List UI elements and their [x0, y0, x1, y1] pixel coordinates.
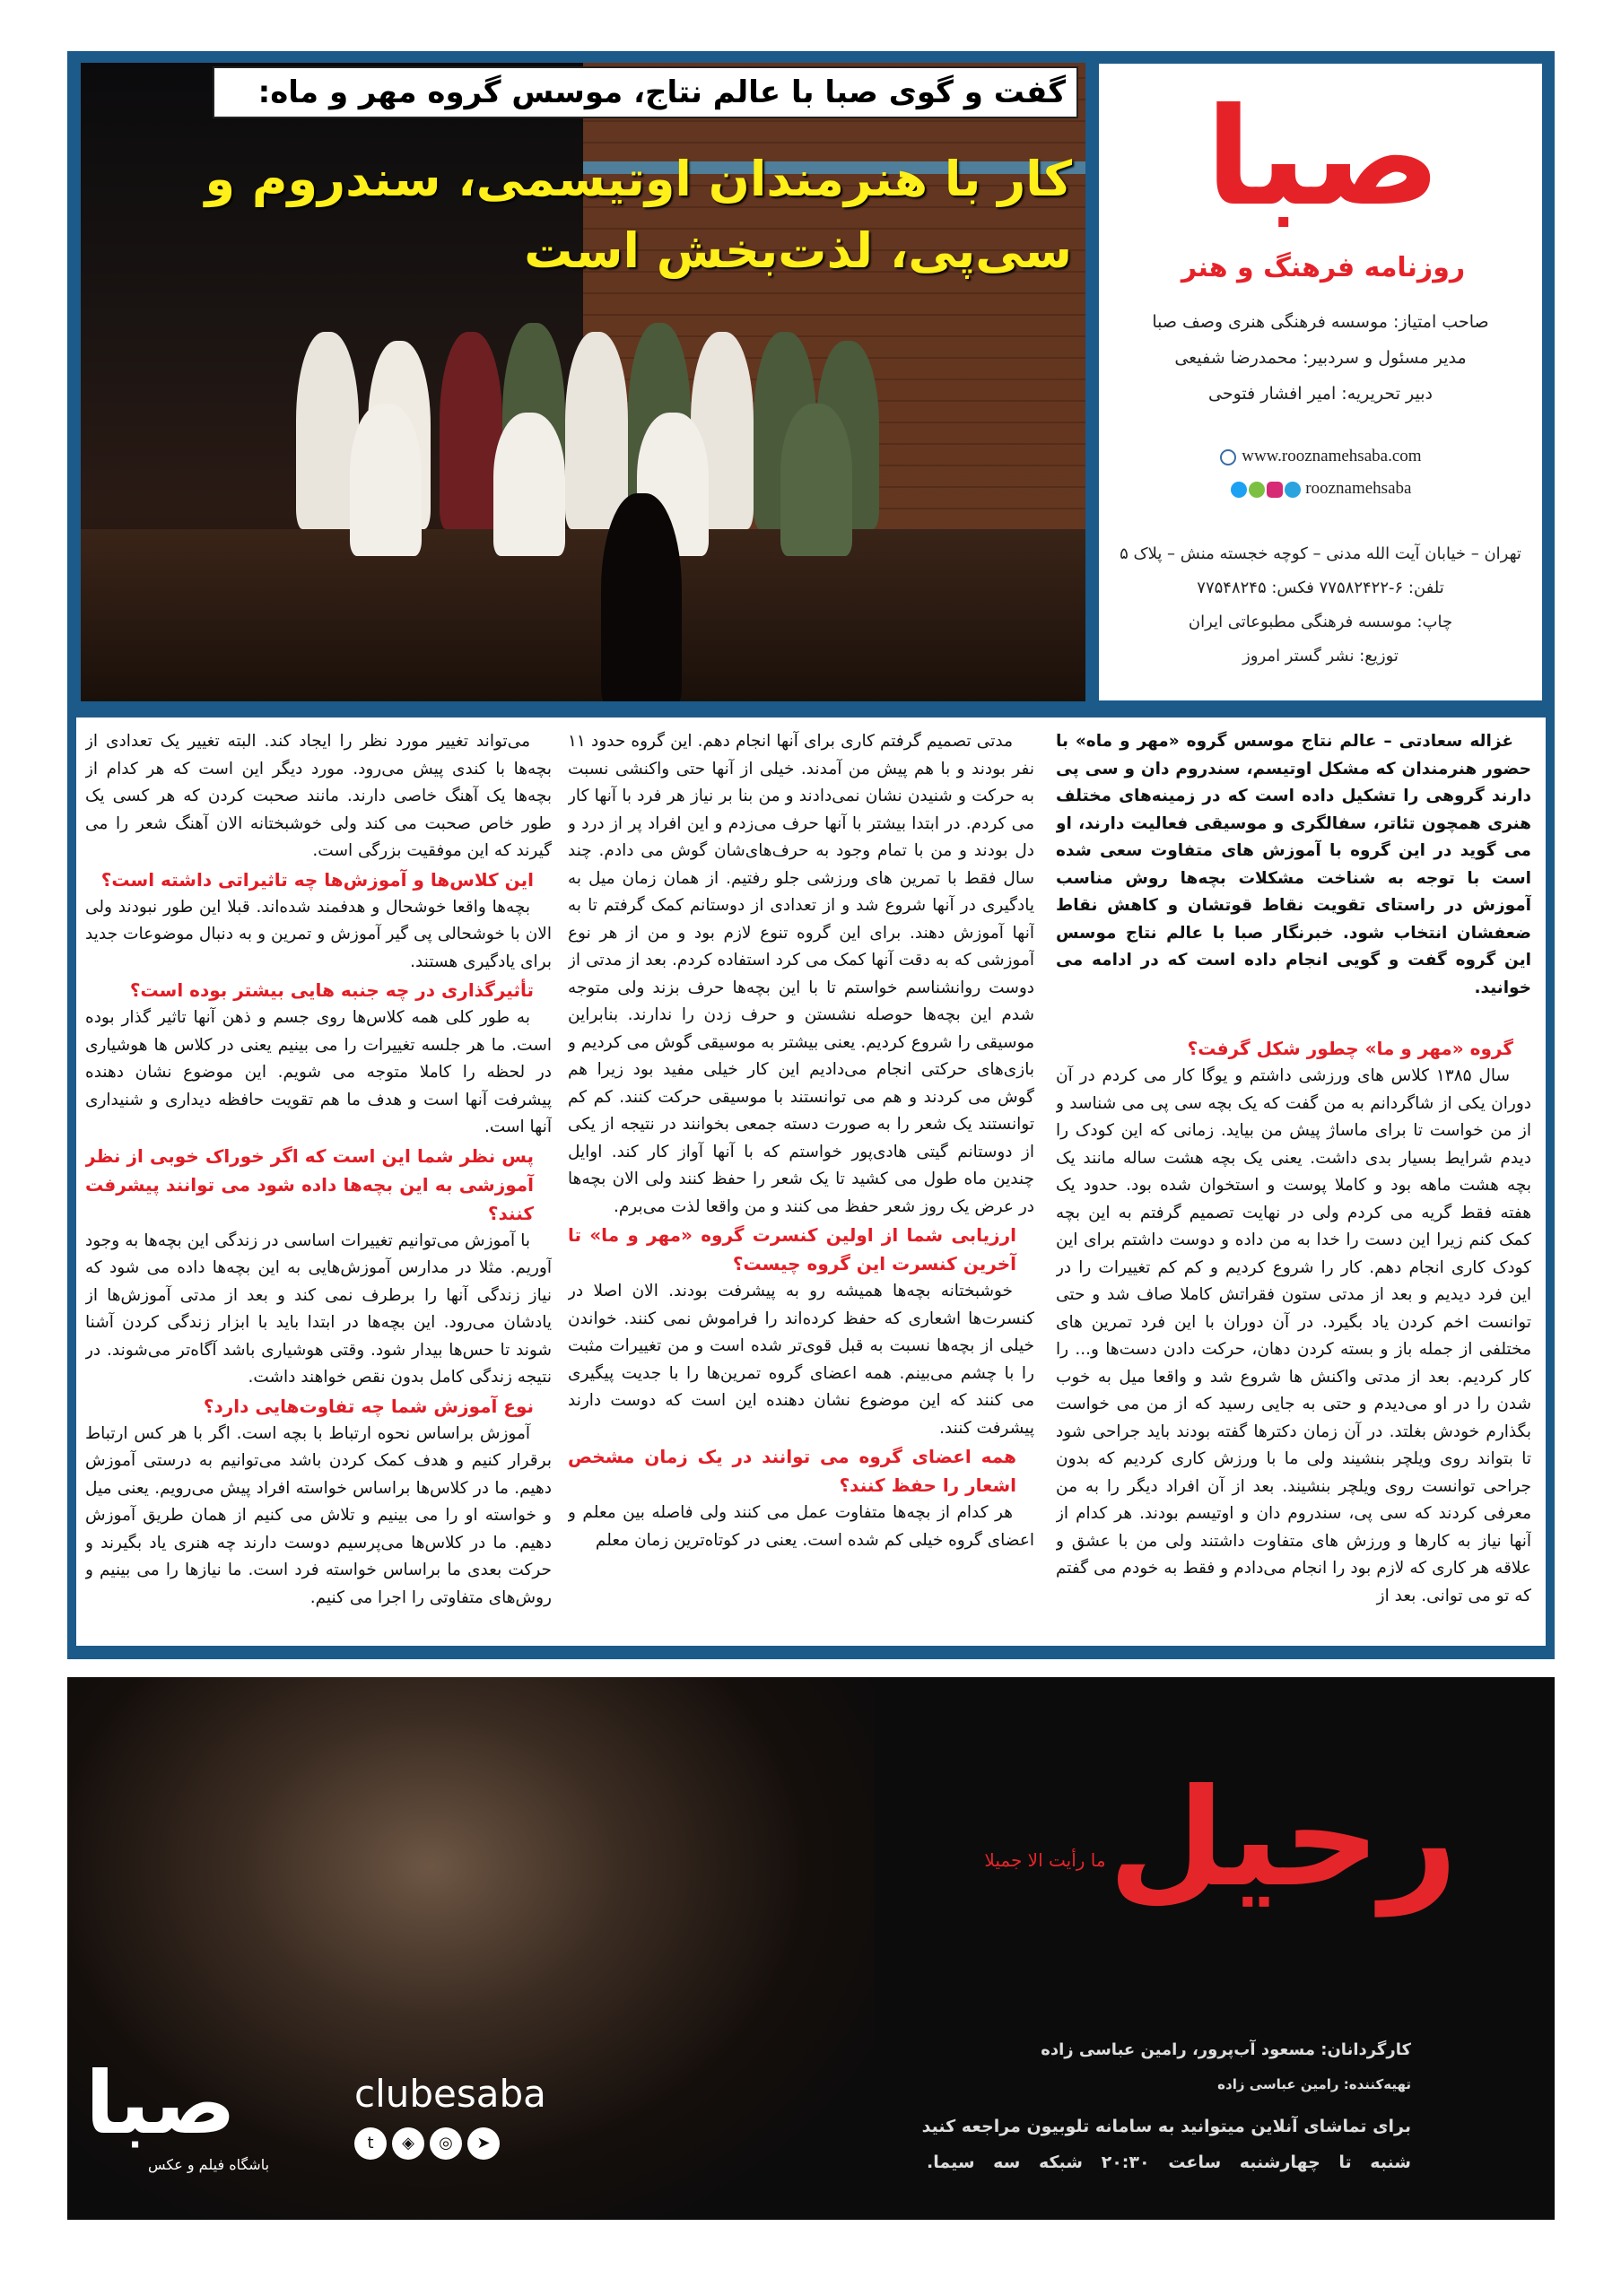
saba-logo	[1135, 80, 1512, 283]
series-tagline: ما رأیت الا جمیلا	[984, 1849, 1106, 1871]
choir-member	[780, 404, 852, 556]
answer-paragraph: مدتی تصمیم گرفتم کاری برای آنها انجام دهم. این گروه حدود ۱۱ نفر بودند و با هم پیش من آمدند. خیلی از آنها حتی واکنشی نسبت به حرکت و شنیدن نشان نمی‌دادند و من بنا بر نیاز هر فرد با آنها کار می کردم. در ابتدا بیشتر با آنها حرف می‌زدم و این افراد پر از درد و دل بودند و من با تمام وجود به حرف‌های‌شان گوش می دادم. چند سال فقط با تمرین های ورزشی جلو رفتیم. از همان زمان میل به یادگیری در آنها شروع شد و از تعدادی از دوستانم کمک گرفتم تا به آنها آموزش دهند. برای این گروه تنوع لازم بود و من از هر نوع آموزشی که به دقت آنها کمک می کرد استفاده کردم. بعد از مدتی از دوست روانشناسم خواستم تا با این بچه‌ها حرف بزند ولی متوجه شدم این بچه‌ها حوصله نشستن و حرف زدن را ندارند. بنابراین موسیقی را شروع کردیم. یعنی بیشتر به موسیقی گوش می کردیم و بازی‌های حرکتی انجام می‌دادیم این کار خیلی مفید بود زیرا هم گوش می کردند و هم می توانستند با موسیقی حرکت کنند. کم کم توانستند یک شعر را به صورت دسته جمعی بخوانند در نتیجه از یکی از دوستانم گیتی هادی‌پور خواستم که با آنها آواز کار کند. اوایل چندین ماه طول می کشید تا یک شعر را حفظ کنند ولی الان بچه‌ها در عرض یک روز شعر حفظ می کنند و من واقعا لذت می‌برم.	[568, 732, 1034, 1216]
broadcast-schedule: شنبه تا چهارشنبه ساعت ۲۰:۳۰ شبکه سه سیما.	[927, 2152, 1411, 2172]
answer-paragraph: هر کدام از بچه‌ها متفاوت عمل می کنند ولی فاصله بین معلم و اعضای گروه خیلی کم شده است. یعنی در کوتاه‌ترین زمان معلم	[568, 1503, 1034, 1550]
series-title-logo: رحیل	[1108, 1761, 1458, 1917]
article-body	[76, 718, 1546, 1646]
social-handle: rooznamehsaba	[1305, 479, 1412, 498]
question-heading: ارزیابی شما از اولین کنسرت گروه «مهر و ما» تا آخرین کنسرت این گروه چیست؟	[568, 1224, 1016, 1274]
producer: تهیه‌کننده: رامین عباسی زاده	[1217, 2076, 1411, 2092]
telegram-icon[interactable]: ➤	[467, 2127, 500, 2160]
question-heading: همه اعضای گروه می توانند در یک زمان مشخص اشعار را حفظ کنند؟	[568, 1446, 1016, 1496]
column-1	[1056, 728, 1531, 1639]
twitter-icon[interactable]	[1231, 482, 1247, 498]
answer-paragraph: با آموزش می‌توانیم تغییرات اساسی در زندگی این بچه‌ها به وجود آوریم. مثلا در مدارس آموزش‌هایی به این بچه‌ها داده می شود که نیاز زندگی آنها را برطرف نمی کند و بعد از مدتی آموزش‌ها از یادشان می‌رود. این بچه‌ها در ابتدا باید با ابزار زندگی کردن آشنا شوند تا حس‌ها بیدار شود. وقتی هوشیاری باشد آگاه‌تر می‌شوند. در نتیجه زندگی کامل بدون نقص خواهند داشت.	[85, 1231, 552, 1387]
masthead-contact	[1099, 537, 1542, 674]
choir-member	[493, 413, 565, 556]
masthead	[1096, 61, 1545, 703]
telegram-icon[interactable]	[1285, 482, 1301, 498]
club-social-icons	[354, 2127, 505, 2160]
column-3	[85, 728, 552, 1639]
owner: صاحب امتیاز: موسسه فرهنگی هنری وصف صبا	[1152, 312, 1489, 332]
aparat-icon[interactable]	[1249, 482, 1265, 498]
article-lead: غزاله سعادتی – عالم نتاج موسس گروه «مهر و ماه» با حضور هنرمندان که مشکل اوتیسم، سندروم دان و سی پی دارند گروهی را تشکیل داده است که در زمینه‌های مختلف هنری همچون تئاتر، سفالگری و موسیقی فعالیت دارند، او می گوید در این گروه با آموزش های متفاوت سعی شده است با توجه به شناخت مشکلات بچه‌ها روش مناسب آموزش در راستای تقویت نقاط قوتشان و کاهش نقاط ضعفشان انتخاب شود. خبرنگار صبا با عالم نتاج موسس این گروه گفت و گویی انجام داده است که در ادامه می خوانید.	[1056, 732, 1531, 997]
question-heading: پس نظر شما این است که اگر خوراک خوبی از نظر آموزشی به این بچه‌ها داده شود می توانند پیشرفت کنند؟	[85, 1144, 534, 1224]
question-heading: این کلاس‌ها و آموزش‌ها چه تاثیراتی داشته است؟	[100, 868, 534, 891]
article-title: کار با هنرمندان اوتیسمی، سندروم و سی‌پی، لذت‌بخش است	[205, 151, 1072, 279]
masthead-credits	[1099, 304, 1542, 412]
conductor-silhouette	[601, 493, 682, 701]
choir-member	[350, 404, 422, 556]
globe-icon	[1220, 449, 1236, 465]
phone-fax: تلفن: ۶-۷۷۵۸۲۴۲۲ فکس: ۷۷۵۴۸۲۴۵	[1197, 578, 1444, 597]
club-subtitle: باشگاه فیلم و عکس	[148, 2156, 270, 2173]
choir-member	[565, 332, 628, 529]
answer-paragraph: به طور کلی همه کلاس‌ها روی جسم و ذهن آنها تاثیر گذار بوده است. ما هر جلسه تغییرات را می بینیم یعنی در کلاس ها هوشیاری در لحظه را کاملا متوجه می شویم. این موضوع نشان دهنده پیشرفت آنها است و هدف ما هم تقویت حافظه دیداری و شنیداری آنها است.	[85, 1008, 552, 1136]
logo-word: صبا	[1205, 80, 1442, 236]
logo-subtitle: روزنامه فرهنگ و هنر	[1181, 252, 1466, 283]
masthead-web	[1099, 440, 1542, 505]
club-saba-logo	[85, 2054, 641, 2197]
aparat-icon[interactable]: ◈	[392, 2127, 424, 2160]
instagram-icon[interactable]: ◎	[430, 2127, 462, 2160]
editorial-secretary: دبیر تحریریه: امیر افشار فتوحی	[1208, 384, 1433, 404]
directors: کارگردانان: مسعود آب‌پرور، رامین عباسی زاده	[1041, 2040, 1411, 2059]
column-2	[568, 728, 1034, 1639]
address: تهران – خیابان آیت الله مدنی – کوچه خجسته منش – پلاک ۵	[1120, 544, 1521, 563]
club-handle: clubesaba	[354, 2072, 546, 2116]
distribution: توزیع: نشر گستر امروز	[1242, 647, 1399, 665]
club-logo-word: صبا	[85, 2053, 236, 2153]
answer-paragraph: آموزش براساس نحوه ارتباط با بچه است. اگر با هر کس ارتباط برقرار کنیم و هدف کمک کردن باشد می‌توانیم به درستی آموزش دهیم. ما در کلاس‌ها براساس خواسته افراد پیش می‌رویم. یعنی میل و خواسته او را می بینیم و تلاش می کنیم از همان طریق آموزش دهیم. ما در کلاس‌ها می‌پرسیم دوست دارند چه هنری یاد بگیرند و حرکت بعدی ما براساس خواسته فرد است. ما نیازها را می بینیم و روش‌های متفاوتی را اجرا می کنیم.	[85, 1423, 552, 1607]
question-heading: تأثیرگذاری در چه جنبه هایی بیشتر بوده است؟	[129, 979, 534, 1001]
stage	[81, 529, 1085, 701]
answer-paragraph: می‌تواند تغییر مورد نظر را ایجاد کند. البته تغییر یک تعدادی از بچه‌ها با کندی پیش می‌رود. مورد دیگر این است که هر کدام از بچه‌ها یک آهنگ خاصی دارند. مانند صحبت کردن که هر کسی یک طور خاص صحبت می کند ولی خوشبختانه الان آهنگ شعر را می گیرند که این موفقیت بزرگی است.	[85, 732, 552, 860]
series-advertisement	[67, 1677, 1555, 2220]
answer-paragraph: خوشبختانه بچه‌ها همیشه رو به پیشرفت بودند. الان اصلا در کنسرت‌ها اشعاری که حفظ کرده‌اند را فراموش نمی کنند. خواندن خیلی از بچه‌ها نسبت به قبل قوی‌تر شده است و من تغییرات مثبت را با چشم می‌بینم. همه اعضای گروه تمرین‌ها را با جدیت پیگیری می کنند که این موضوع نشان دهنده این است که دوست دارند پیشرفت کنند.	[568, 1282, 1034, 1438]
editor-in-chief: مدیر مسئول و سردبیر: محمدرضا شفیعی	[1174, 348, 1467, 368]
article-kicker: گفت و گوی صبا با عالم نتاج، موسس گروه مهر و ماه:	[213, 66, 1078, 118]
printer: چاپ: موسسه فرهنگی مطبوعاتی ایران	[1188, 613, 1453, 631]
question-heading: نوع آموزش شما چه تفاوت‌هایی دارد؟	[203, 1395, 534, 1417]
website-link[interactable]: www.rooznamehsaba.com	[1242, 447, 1422, 465]
instagram-icon[interactable]	[1267, 482, 1283, 498]
twitter-icon[interactable]: t	[354, 2127, 387, 2160]
online-viewing: برای تماشای آنلاین میتوانید به سامانه تلوبیون مراجعه کنید	[921, 2117, 1411, 2136]
answer-paragraph: سال ۱۳۸۵ کلاس های ورزشی داشتم و یوگا کار می کردم در آن دوران یکی از شاگردانم به من گفت که یک بچه سی پی می شناسد و از من خواست تا برای ماساژ پیش من بیاید. زمانی که این کودک را دیدم شرایط بسیار بدی داشت. یعنی یک بچه هشت ساله مانند یک بچه هشت ماهه بود و کاملا پوست و استخوان شده بود. حدود یک هفته فقط گریه می کردم ولی در نهایت تصمیم گرفتم به این بچه کمک کنم زیرا این دست را خدا به من داده و دوست داشتم برای این کودک کاری انجام دهم. کار را شروع کردیم و کم کم تغییرات را در این فرد دیدیم و بعد از مدتی ستون فقراتش کاملا صاف شد و حتی توانست اخم کردن یاد بگیرد. در آن دوران با این فرد تمرین های مختلفی از جمله باز و بسته کردن دهان، حرکت دادن دست‌ها و... را کار کردیم. بعد از مدتی واکنش ها شروع شد و واقعا میل به خوب شدن را در او می‌دیدم و حتی به جایی رسید که از من می خواست بگذارم خودش بغلتد. در آن زمان دکترها گفته بودند باید جراحی شود تا بتواند روی ویلچر بنشیند ولی ما با ورزش کاری کردیم که بدون جراحی توانست روی ویلچر بنشیند. بعد از آن افراد دیگر را به من معرفی کردند که سی پی، سندروم دان و اوتیسم بودند. هر کدام از آنها نیاز به کارها و ورزش های متفاوت داشتند ولی من با عشق و علاقه هر کاری که لازم بود را انجام می‌دادم و فقط به خودم می گفتم که تو می توانی. بعد از	[1056, 1066, 1531, 1605]
question-heading: گروه «مهر و ما» چطور شکل گرفت؟	[1187, 1038, 1513, 1059]
answer-paragraph: بچه‌ها واقعا خوشحال و هدفمند شده‌اند. قبلا این طور نبودند ولی الان با خوشحالی پی گیر آموزش و تمرین و به دنبال موضوعات جدید برای یادگیری هستند.	[85, 897, 552, 971]
